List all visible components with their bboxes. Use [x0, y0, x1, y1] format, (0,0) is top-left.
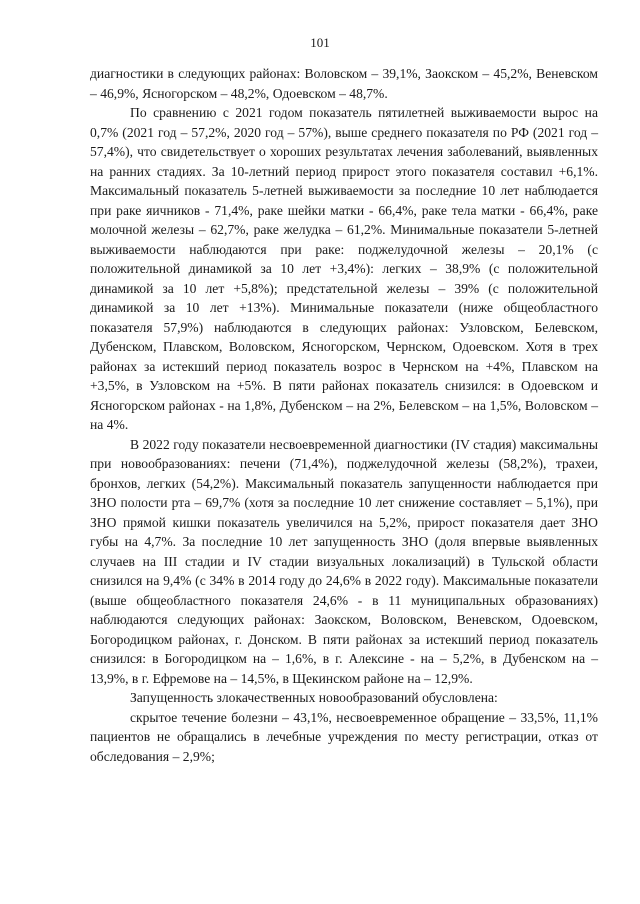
paragraph-4: Запущенность злокачественных новообразований обусловлена:	[130, 690, 498, 705]
paragraph-1: диагностики в следующих районах: Воловском – 39,1%, Заокском – 45,2%, Веневском – 46,9%, Ясногорском – 48,2%, Одоевском – 48,7%.	[90, 66, 598, 101]
document-body	[90, 64, 598, 766]
paragraph-2: По сравнению с 2021 годом показатель пятилетней выживаемости вырос на 0,7% (2021 год – 57,2%, 2020 год – 57%), выше среднего показателя по РФ (2021 год – 57,4%), что свидетельствует о хороших результатах лечения заболеваний, выявленных на ранних стадиях. За 10-летний период прирост этого показателя составил +6,1%. Максимальный показатель 5-летней выживаемости за последние 10 лет наблюдается при раке яичников - 71,4%, раке шейки матки - 66,4%, раке тела матки - 66,4%, раке молочной железы – 62,7%, раке желудка – 61,2%. Минимальные показатели 5-летней выживаемости наблюдаются при раке: поджелудочной железы – 20,1% (с положительной динамикой за 10 лет +3,4%): легких – 38,9% (с положительной динамикой за 10 лет +5,8%); предстательной железы – 39% (с положительной динамикой за 10 лет +13%). Минимальные показатели (ниже общеобластного показателя 57,9%) наблюдаются в следующих районах: Узловском, Белевском, Дубенском, Плавском, Воловском, Ясногорском, Чернском, Одоевском. Хотя в трех районах за истекший период показатель возрос в Чернском на +4%, Плавском на +3,5%, в Узловском на +5%. В пяти районах показатель снизился: в Одоевском и Ясногорском районах - на 1,8%, Дубенском – на 2%, Белевском – на 1,5%, Воловском – на 4%.	[90, 105, 598, 432]
paragraph-5: скрытое течение болезни – 43,1%, несвоевременное обращение – 33,5%, 11,1% пациентов не обращались в лечебные учреждения по месту регистрации, отказ от обследования – 2,9%;	[90, 709, 598, 764]
page-number: 101	[310, 35, 330, 50]
paragraph-3: В 2022 году показатели несвоевременной диагностики (IV стадия) максимальны при новообразованиях: печени (71,4%), поджелудочной железы (58,2%), трахеи, бронхов, легких (54,2%). Максимальный показатель запущенности наблюдается при ЗНО полости рта – 69,7% (хотя за последние 10 лет снижение составляет – 5,1%), при ЗНО прямой кишки показатель увеличился на 5,2%, прирост показателя дает ЗНО губы на 4,7%. За последние 10 лет запущенность ЗНО (доля впервые выявленных случаев на III стадии и IV стадии визуальных локализаций) в Тульской области снизился на 9,4% (с 34% в 2014 году до 24,6% в 2022 году). Максимальные показатели (выше общеобластного показателя 24,6% - в 11 муниципальных образованиях) наблюдаются следующих районах: Заокском, Воловском, Веневском, Одоевском, Богородицком районах, г. Донском. В пяти районах за истекший период показатель снизился: в Богородицком на – 1,6%, в г. Алексине - на – 5,2%, в Дубенском на – 13,9%, в г. Ефремове на – 14,5%, в Щекинском районе на – 12,9%.	[90, 436, 598, 686]
